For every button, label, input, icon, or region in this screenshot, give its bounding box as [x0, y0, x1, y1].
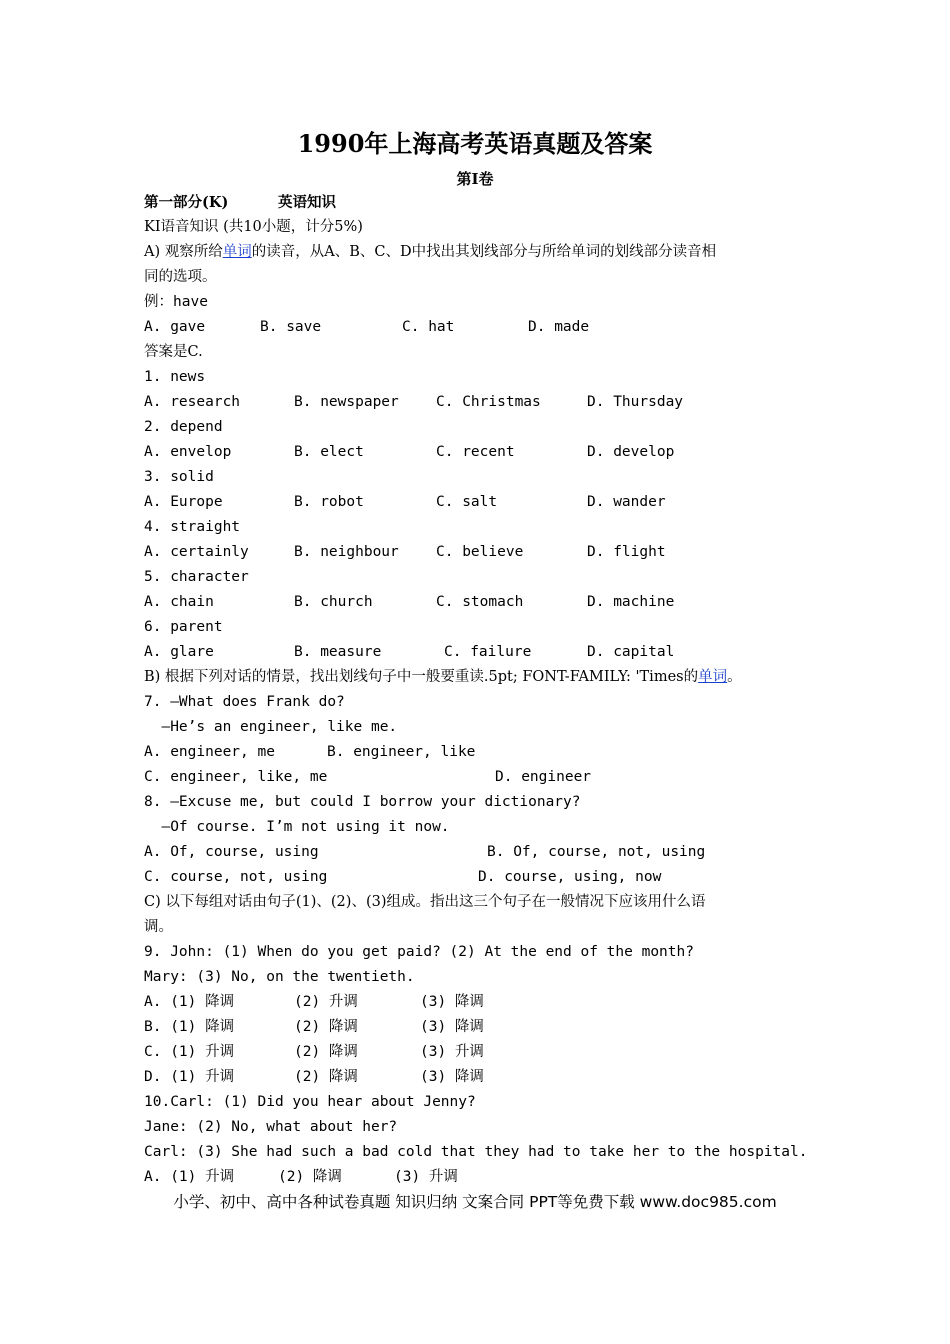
question-options: A. (1) 升调 (2) 降调 (3) 升调 [144, 1169, 458, 1185]
example-stem: 例：have [144, 294, 208, 310]
dialogue-line: Carl: (3) She had such a bad cold that they had to take her to the hospital. [144, 1144, 808, 1160]
word-link[interactable]: 单词 [698, 669, 728, 685]
dialogue-line: —Of course. I’m not using it now. [144, 819, 450, 835]
question-options: A. glare B. measure C. failure D. capital [144, 644, 675, 660]
dialogue-line: 8. —Excuse me, but could I borrow your dictionary? [144, 794, 581, 810]
question-options: D. (1) 升调 (2) 降调 (3) 降调 [144, 1069, 484, 1085]
question-options: A. envelop B. elect C. recent D. develop [144, 444, 675, 460]
question-options: C. (1) 升调 (2) 降调 (3) 升调 [144, 1044, 484, 1060]
question-options: A. Of, course, using B. Of, course, not, using [144, 844, 706, 860]
question-options: B. (1) 降调 (2) 降调 (3) 降调 [144, 1019, 484, 1035]
section-heading: KI语音知识 (共10小题，计分5%) [144, 219, 363, 235]
instruction-c-cont: 调。 [144, 919, 173, 935]
question-options: A. research B. newspaper C. Christmas D. Thursday [144, 394, 684, 410]
part-label: 第一部分(K) [144, 194, 229, 211]
instruction-b: B) 根据下列对话的情景，找出划线句子中一般要重读.5pt; FONT-FAMILY: 'Times的单词。 [144, 669, 742, 685]
dialogue-line: Jane: (2) No, what about her? [144, 1119, 398, 1135]
dialogue-line: Mary: (3) No, on the twentieth. [144, 969, 415, 985]
question-stem: 5. character [144, 569, 249, 585]
volume-heading: 第I卷 [456, 170, 494, 188]
question-options: A. certainly B. neighbour C. believe D. flight [144, 544, 666, 560]
part-heading [144, 190, 824, 215]
question-stem: 4. straight [144, 519, 241, 535]
question-stem: 6. parent [144, 619, 223, 635]
instruction-c: C) 以下每组对话由句子(1)、(2)、(3)组成。指出这三个句子在一般情况下应该用什么语 [144, 894, 706, 910]
exam-body [144, 190, 824, 1190]
dialogue-line: 9. John: (1) When do you get paid? (2) At the end of the month? [144, 944, 694, 960]
dialogue-line: —He’s an engineer, like me. [144, 719, 398, 735]
dialogue-line: 10.Carl: (1) Did you hear about Jenny? [144, 1094, 476, 1110]
question-options: A. (1) 降调 (2) 升调 (3) 降调 [144, 994, 484, 1010]
question-stem: 3. solid [144, 469, 214, 485]
instruction-a: A) 观察所给单词的读音，从A、B、C、D中找出其划线部分与所给单词的划线部分读音相 [144, 244, 717, 260]
question-options: A. Europe B. robot C. salt D. wander [144, 494, 666, 510]
page-title: 1990年上海高考英语真题及答案 [297, 129, 653, 158]
question-stem: 1. news [144, 369, 206, 385]
word-link[interactable]: 单词 [222, 244, 252, 260]
part-name: 英语知识 [278, 194, 336, 211]
page-footer: 小学、初中、高中各种试卷真题 知识归纳 文案合同 PPT等免费下载 www.doc985.com [173, 1193, 777, 1211]
question-options: A. chain B. church C. stomach D. machine [144, 594, 675, 610]
question-options: C. course, not, using D. course, using, now [144, 869, 662, 885]
example-answer: 答案是C. [144, 344, 203, 360]
question-stem: 2. depend [144, 419, 223, 435]
dialogue-line: 7. —What does Frank do? [144, 694, 345, 710]
question-options: A. engineer, me B. engineer, like [144, 744, 476, 760]
instruction-a-cont: 同的选项。 [144, 269, 217, 285]
question-options: C. engineer, like, me D. engineer [144, 769, 592, 785]
example-options: A. gave B. save C. hat D. made [144, 319, 590, 335]
